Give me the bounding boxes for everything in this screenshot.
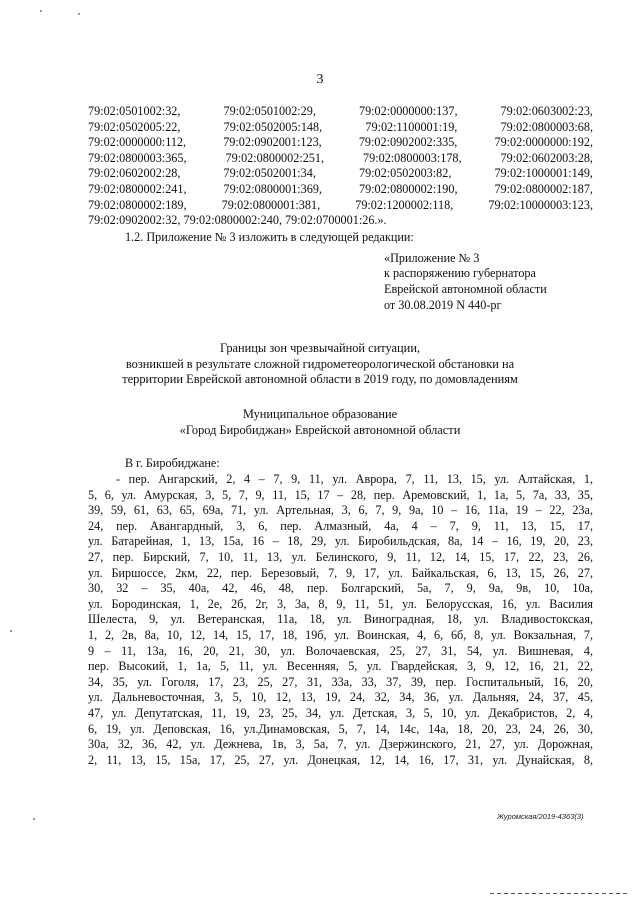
- address-line: 30, 32 – 35, 40а, 42, 46, 48, пер. Болгарский, 5а, 7, 9, 9а, 9в, 10, 10а,: [88, 581, 593, 596]
- address-line: 39, 59, 61, 63, 65, 69а, 71, ул. Артельная, 3, 6, 7, 9, 9а, 10 – 16, 11а, 19 – 22, 23а,: [88, 503, 593, 518]
- cadastral-number: 79:02:0902002:335,: [358, 135, 458, 150]
- cadastral-number: 79:02:0902001:123,: [223, 135, 322, 150]
- address-line: ул. Дальневосточная, 3, 5, 10, 12, 13, 19, 24, 32, 34, 36, ул. Дальняя, 24, 37, 45,: [88, 690, 593, 705]
- document-footer-code: Журомская/2019-4363(3): [497, 812, 584, 821]
- address-line: 30а, 32, 36, 42, ул. Дежнева, 1в, 3, 5а, 7, ул. Дзержинского, 21, 27, ул. Дорожная,: [88, 737, 593, 752]
- address-line: пер. Высокий, 1, 1а, 5, 11, ул. Весенняя, 5, ул. Гвардейская, 3, 9, 12, 16, 21, 22,: [88, 659, 593, 674]
- cadastral-number-last: 79:02:0902002:32, 79:02:0800002:240, 79:02:0700001:26.».: [88, 213, 387, 228]
- cadastral-number: 79:02:0000000:112,: [88, 135, 187, 150]
- cadastral-number: 79:02:0800003:178,: [363, 150, 462, 165]
- appendix-line-3: Еврейской автономной области: [384, 282, 547, 296]
- cadastral-row: [88, 135, 593, 151]
- address-line: ул. Бородинская, 1, 2е, 2б, 2г, 3, 3а, 8, 9, 11, 51, ул. Белорусская, 16, ул. Василия: [88, 596, 593, 611]
- appendix-line-2: к распоряжению губернатора: [384, 266, 536, 280]
- appendix-line-4: от 30.08.2019 N 440-рг: [384, 298, 502, 312]
- cadastral-row: [88, 151, 593, 167]
- footer-dashed-line: [490, 893, 628, 894]
- title-line-1: Границы зон чрезвычайной ситуации,: [219, 341, 421, 355]
- appendix-line-1: «Приложение № 3: [384, 251, 480, 265]
- address-line: 2, 11, 13, 15, 15а, 17, 25, 27, ул. Донецкая, 12, 14, 16, 17, 31, ул. Дунайская, 8,: [88, 752, 593, 767]
- cadastral-number: 79:02:0800002:251,: [225, 150, 325, 165]
- scan-speck: [10, 630, 12, 632]
- item-1-2: 1.2. Приложение № 3 изложить в следующей редакции:: [125, 230, 414, 244]
- cadastral-number: 79:02:10000003:123,: [488, 197, 593, 212]
- municipality-line-1: Муниципальное образование: [242, 407, 398, 421]
- title-line-3: территории Еврейской автономной области в 2019 году, по домовладениям: [122, 372, 518, 386]
- cadastral-number: 79:02:0501002:29,: [223, 104, 316, 118]
- cadastral-number: 79:02:1100001:19,: [365, 119, 458, 134]
- address-line: - пер. Ангарский, 2, 4 – 7, 9, 11, ул. Аврора, 7, 11, 13, 15, ул. Алтайская, 1,: [116, 472, 593, 486]
- scan-speck: [40, 10, 42, 12]
- cadastral-row: [88, 166, 593, 182]
- scan-speck: [78, 13, 80, 15]
- page-number: 3: [316, 72, 324, 87]
- address-line: 24, пер. Авангардный, 3, 6, пер. Алмазный, 4а, 4 – 7, 9, 11, 13, 15, 17,: [88, 518, 593, 533]
- cadastral-number: 79:02:0800002:190,: [358, 181, 458, 196]
- cadastral-number: 79:02:1200002:118,: [355, 197, 454, 212]
- address-list: [88, 472, 593, 768]
- address-line: 27, пер. Бирский, 7, 10, 11, 13, ул. Белинского, 9, 11, 12, 14, 15, 17, 22, 23, 26,: [88, 549, 593, 564]
- cadastral-number: 79:02:0602002:28,: [88, 166, 181, 181]
- scan-speck: [33, 818, 35, 820]
- cadastral-number: 79:02:0502003:82,: [358, 166, 452, 181]
- cadastral-row: [88, 120, 593, 136]
- cadastral-number: 79:02:0800002:189,: [88, 197, 187, 212]
- cadastral-number: 79:02:0602003:28,: [500, 150, 593, 165]
- address-line: ул. Биршоссе, 2км, 22, пер. Березовый, 7, 9, 17, ул. Байкальская, 6, 13, 15, 26, 27,: [88, 565, 593, 580]
- cadastral-number: 79:02:0800001:369,: [223, 181, 323, 196]
- cadastral-row: [88, 104, 593, 120]
- address-line: 9 – 11, 13а, 16, 20, 21, 30, ул. Волочаевская, 25, 27, 31, 54, ул. Вишневая, 4,: [88, 643, 593, 658]
- cadastral-row-last: [88, 213, 593, 229]
- municipality-line-2: «Город Биробиджан» Еврейской автономной области: [179, 423, 461, 437]
- cadastral-number: 79:02:0603002:23,: [500, 104, 593, 118]
- cadastral-number: 79:02:0800003:365,: [88, 150, 187, 165]
- cadastral-number: 79:02:0502005:22,: [88, 119, 181, 134]
- cadastral-number: 79:02:0800001:381,: [221, 197, 321, 212]
- cadastral-number: 79:02:0502001:34,: [223, 166, 316, 181]
- cadastral-number-list: [88, 104, 593, 229]
- cadastral-number: 79:02:0502005:148,: [223, 119, 323, 134]
- cadastral-number: 79:02:0800003:68,: [500, 119, 593, 134]
- address-line: 1, 2, 2в, 8а, 10, 12, 14, 15, 17, 18, 19б, ул. Воинская, 4, 6, 6б, 8, ул. Вокзальная, 7,: [88, 627, 593, 642]
- cadastral-number: 79:02:0501002:32,: [88, 104, 181, 118]
- cadastral-number: 79:02:0000000:137,: [358, 104, 458, 118]
- cadastral-number: 79:02:0800002:241,: [88, 181, 187, 196]
- address-line: Шелеста, 9, ул. Ветеранская, 11а, 18, ул. Виноградная, 18, ул. Владивостокская,: [88, 612, 593, 627]
- cadastral-row: [88, 198, 593, 214]
- address-line: 34, 35, ул. Гоголя, 17, 23, 25, 27, 31, 33а, 33, 37, 39, пер. Госпитальный, 16, 20,: [88, 674, 593, 689]
- cadastral-number: 79:02:0800002:187,: [494, 181, 593, 196]
- cadastral-row: [88, 182, 593, 198]
- address-line: 47, ул. Депутатская, 11, 19, 23, 25, 34, ул. Детская, 3, 5, 10, ул. Декабристов, 2, 4,: [88, 705, 593, 720]
- city-heading: В г. Биробиджане:: [125, 456, 220, 470]
- cadastral-number: 79:02:0000000:192,: [494, 135, 593, 150]
- address-line: 5, 6, ул. Амурская, 3, 5, 7, 9, 11, 15, 17 – 28, пер. Аремовский, 1, 1а, 5, 7а, 33, 35,: [88, 487, 593, 502]
- address-line: ул. Батарейная, 1, 13, 15а, 16 – 18, 29, ул. Биробильдская, 8а, 14 – 16, 19, 20, 23,: [88, 534, 593, 549]
- address-line: 6, 19, ул. Деповская, 16, ул.Динамовская, 5, 7, 14, 14с, 14а, 18, 20, 23, 24, 26, 30,: [88, 721, 593, 736]
- cadastral-number: 79:02:1000001:149,: [494, 166, 593, 181]
- title-line-2: возникшей в результате сложной гидрометеорологической обстановки на: [125, 357, 515, 371]
